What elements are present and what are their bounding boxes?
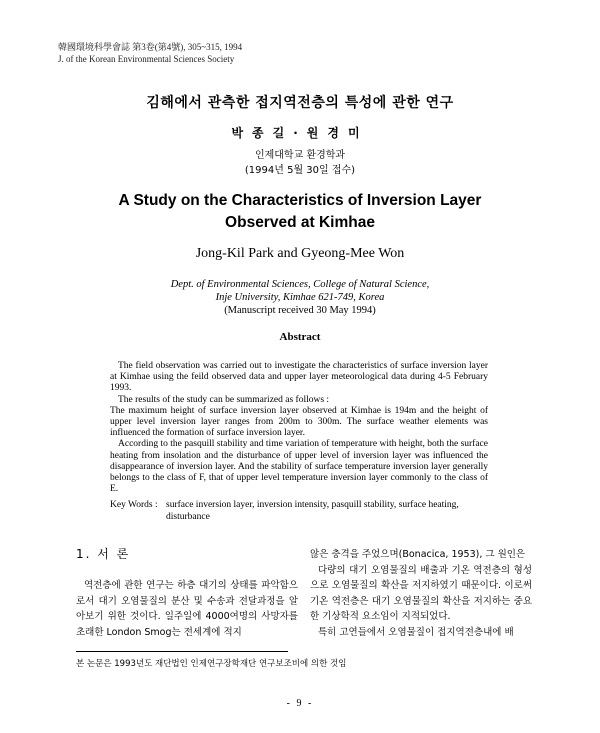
body-paragraph: 않은 충격을 주었으며(Bonacica, 1953), 그 원인은 [310,549,526,560]
journal-citation-korean: 韓國環境科學會誌 第3卷(第4號), 305~315, 1994 [58,42,243,52]
abstract-heading: Abstract [279,331,321,343]
korean-department: 인제대학교 환경학과 [254,150,346,161]
english-title-line1: A Study on the Characteristics of Inversion Layer [118,192,482,209]
abstract-paragraph: The results of the study can be summarized as follows : [118,394,330,405]
keywords [110,500,488,523]
journal-header [58,41,242,65]
english-received-date: (Manuscript received 30 May 1994) [224,305,376,316]
korean-title: 김해에서 관측한 접지역전층의 특성에 관한 연구 [146,95,454,111]
english-title [0,190,600,234]
abstract-paragraph: The maximum height of surface inversion layer observed at Kimhae is 194m and the height of upper level inversion layer ranges from 200m to 300m. The surface weather elements was influenced the formation of surface inversion layer. [110,405,488,439]
korean-received-date: (1994년 5월 30일 접수) [244,165,356,176]
body-column-right [310,547,532,641]
abstract-paragraph: According to the pasquill stability and time variation of temperature with height, both the surface heating from insolation and the disturbance of upper level of inversion layer was influenced the disappearance of inversion layer. And the stability of surface temperature inversion layer generally belongs to the class of F, that of upper level temperature inversion layer commonly to the class of E. [110,439,488,495]
korean-authors: 박종길·원경미 [231,126,369,140]
journal-name-english: J. of the Korean Environmental Sciences Society [58,54,235,64]
body-paragraph: 역전층에 관한 연구는 하층 대기의 상태를 파악함으로서 대기 오염물질의 분산 및 수송과 전달과정을 알아보기 위한 것이다. 일주일에 4000여명의 사망자를 초래한 London Smog는 전세계에 적지 [76,580,298,638]
footnote: 본 논문은 1993년도 재단법인 인제연구장학재단 연구보조비에 의한 것임 [76,659,347,669]
body-paragraph: 특히 고연들에서 오염물질이 접지역전층내에 배 [318,626,514,638]
footnote-divider [76,651,288,652]
page-number: - 9 - [286,698,314,709]
abstract-paragraph: The field observation was carried out to investigate the characteristics of surface inversion layer at Kimhae using the feild observed data and upper layer meteorological data during 4-5 February 1993. [110,361,488,394]
body-column-left [76,578,298,640]
keywords-text: surface inversion layer, inversion intensity, pasquill stability, surface heating, disturbance [166,500,459,522]
english-affiliation [0,278,600,317]
english-authors: Jong-Kil Park and Gyeong-Mee Won [195,246,405,261]
english-title-line2: Observed at Kimhae [225,214,375,231]
english-affiliation-line1: Dept. of Environmental Sciences, College of Natural Science, [170,279,430,290]
section-heading-introduction: 1. 서 론 [76,547,131,561]
keywords-label: Key Words : [110,500,158,510]
body-paragraph: 다량의 대기 오염물질의 배출과 기온 역전층의 형성으로 오염물질의 확산을 저지하였기 때문이다. 이로써 기온 역전층은 대기 오염물질의 확산을 저지하는 중요한 기상학적 요소임이 지적되었다. [310,564,532,623]
english-affiliation-line2: Inje University, Kimhae 621-749, Korea [215,292,385,303]
abstract-body [110,361,488,495]
korean-affiliation [0,148,600,178]
